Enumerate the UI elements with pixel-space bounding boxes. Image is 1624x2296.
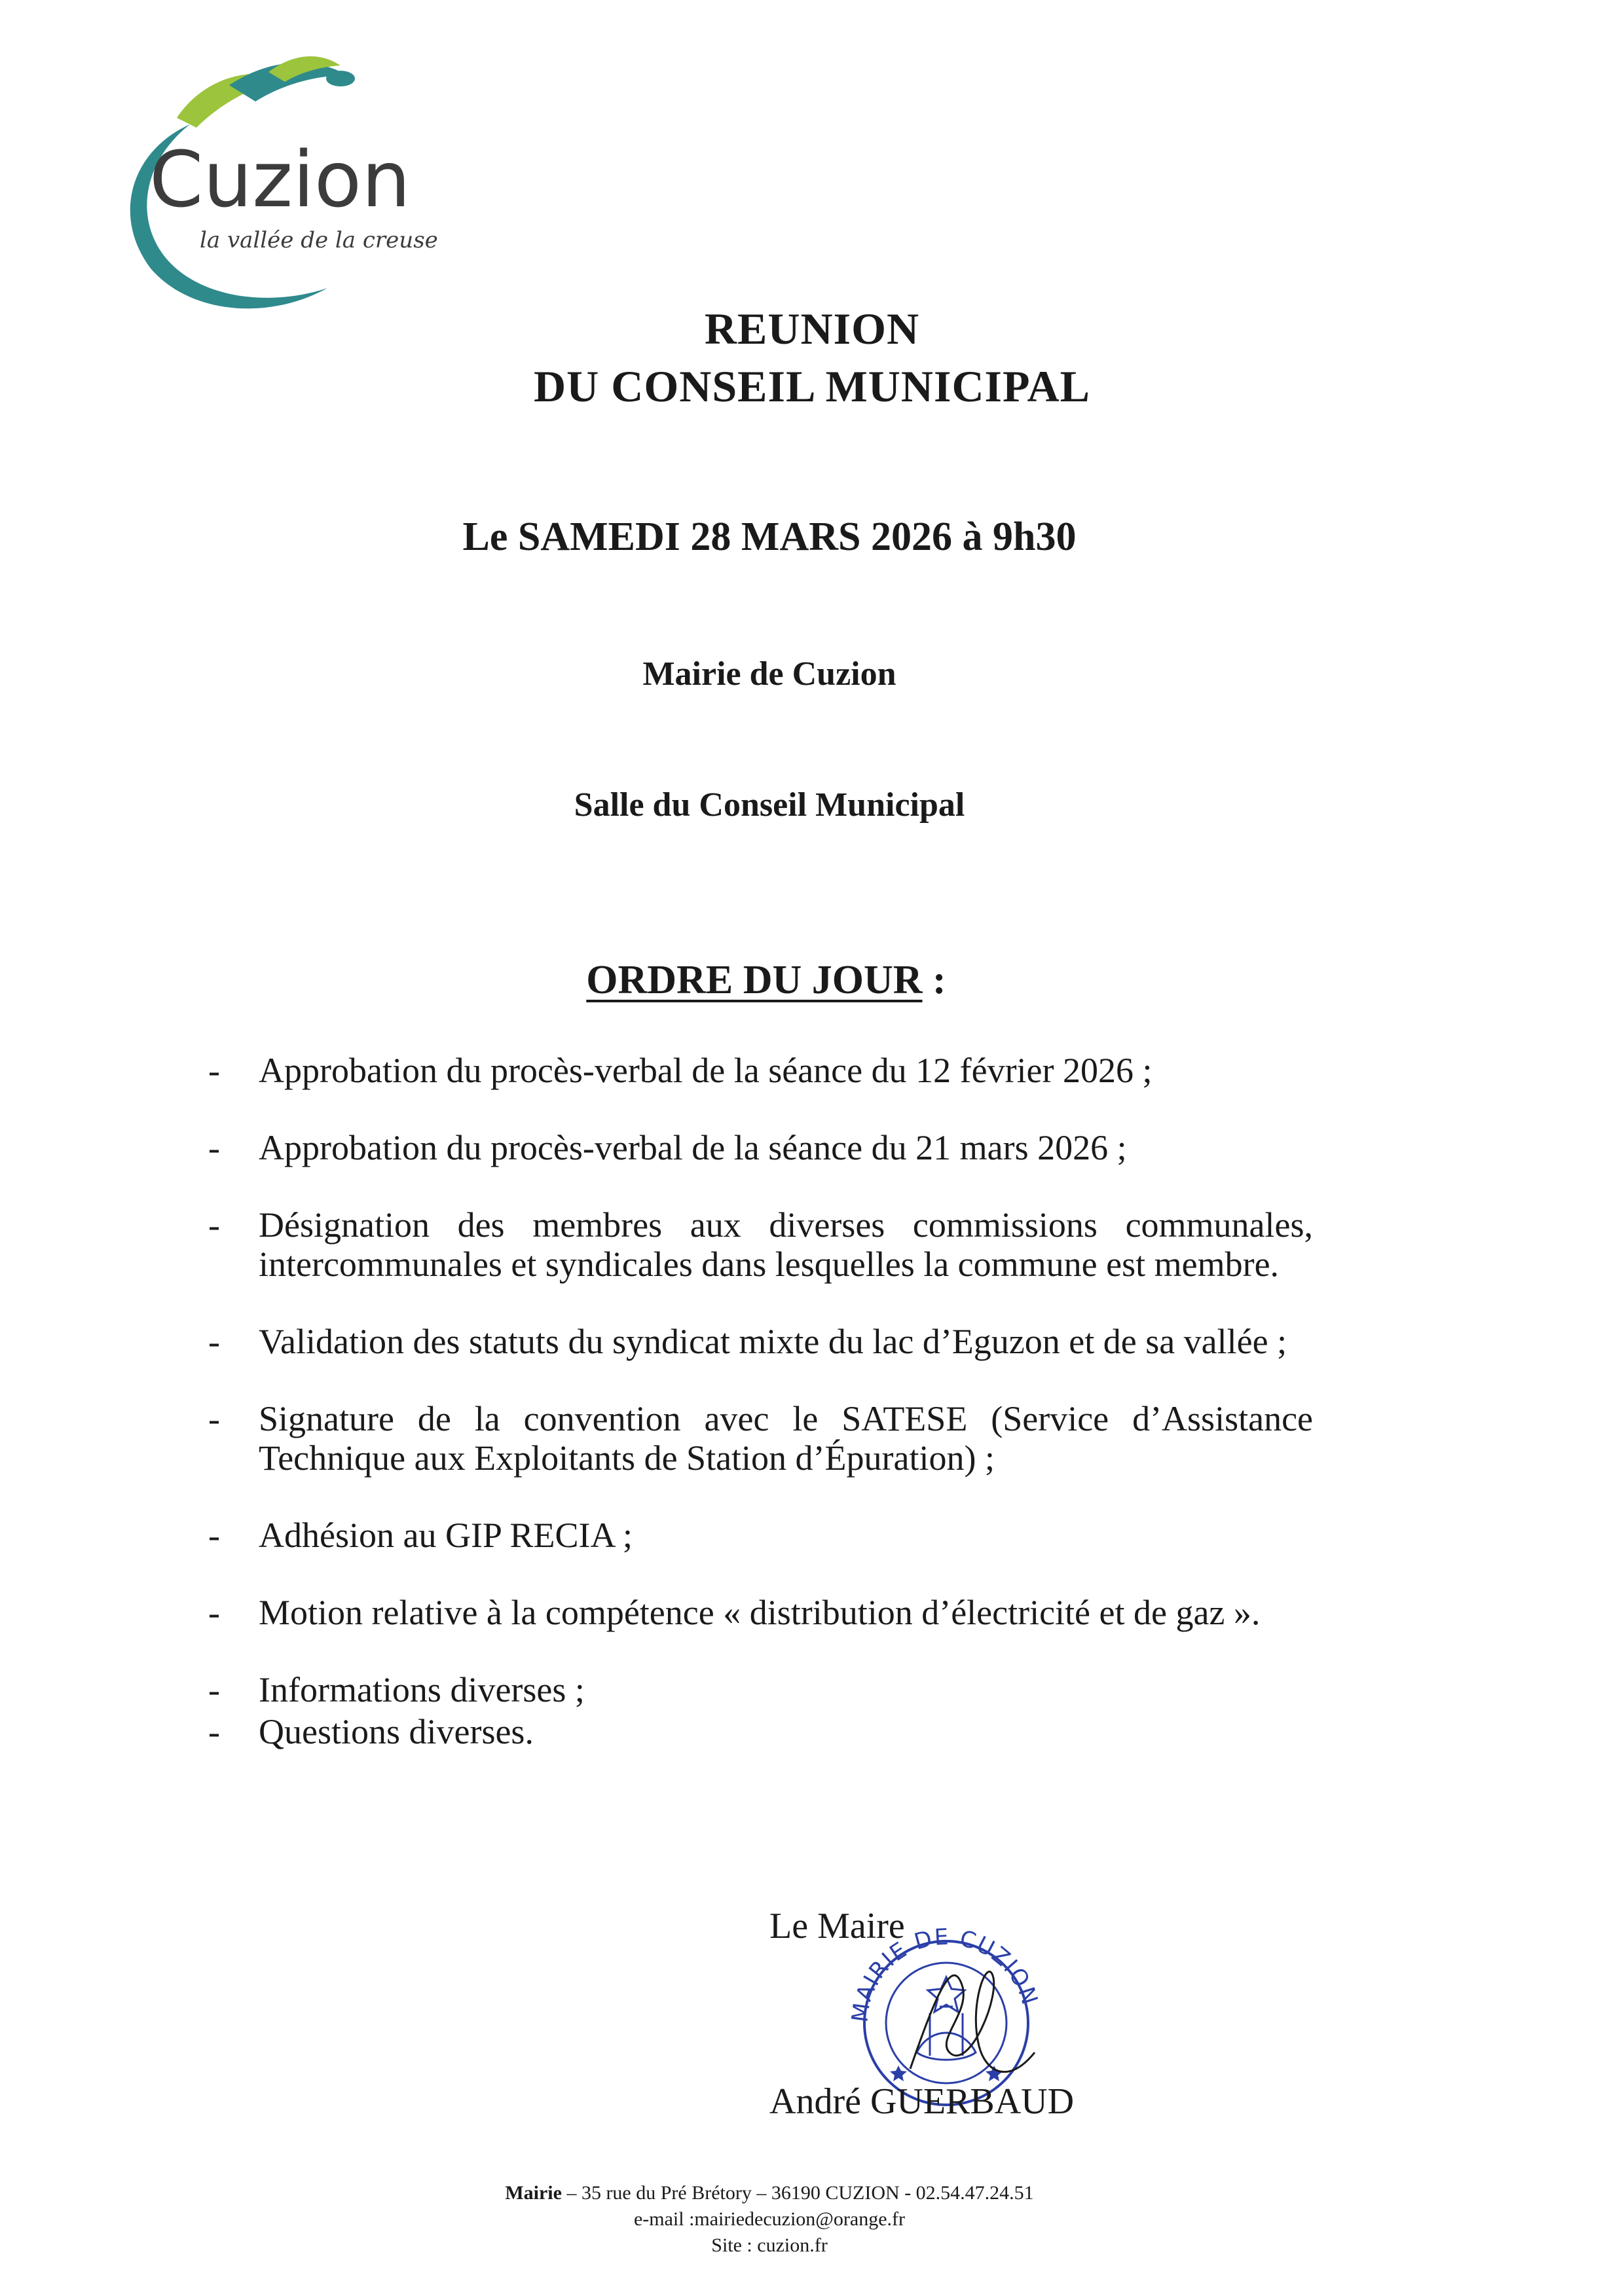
footer-label: Mairie [505, 2182, 562, 2204]
cuzion-logo-graphic [72, 39, 439, 327]
footer [0, 2180, 1539, 2259]
cuzion-logo [72, 39, 439, 327]
agenda-item: - Approbation du procès-verbal de la séance du 21 mars 2026 ; [196, 1128, 1313, 1167]
agenda-heading [0, 957, 1532, 1004]
agenda-heading-text: ORDRE DU JOUR [586, 958, 923, 1002]
document-title [0, 300, 1624, 415]
agenda-item: - Motion relative à la compétence « distribution d’électricité et de gaz ». [196, 1593, 1313, 1632]
agenda-item: - Signature de la convention avec le SATESE (Service d’Assistance Technique aux Exploitants de Station d’Épuration) ; [196, 1399, 1313, 1478]
footer-address [0, 2180, 1539, 2206]
agenda-heading-suffix: : [922, 958, 946, 1002]
agenda-item: - Adhésion au GIP RECIA ; [196, 1516, 1313, 1555]
title-line-2: DU CONSEIL MUNICIPAL [534, 361, 1090, 411]
stamp-text: MAIRIE DE CUZION [847, 1923, 1043, 2024]
agenda-item: - Questions diverses. [196, 1712, 1313, 1751]
logo-wordmark: Cuzion [149, 134, 411, 225]
footer-email: e-mail :mairiedecuzion@orange.fr [633, 2208, 906, 2230]
agenda-item: - Désignation des membres aux diverses commissions communales, intercommunales et syndicales dans lesquelles la commune est membre. [196, 1205, 1313, 1284]
meeting-date: Le SAMEDI 28 MARS 2026 à 9h30 [462, 515, 1077, 559]
agenda-item: - Validation des statuts du syndicat mixte du lac d’Eguzon et de sa vallée ; [196, 1322, 1313, 1361]
mayor-name: André GUERBAUD [769, 2081, 1075, 2122]
agenda-item: - Approbation du procès-verbal de la séance du 12 février 2026 ; [196, 1051, 1313, 1090]
meeting-place: Mairie de Cuzion [642, 655, 896, 693]
meeting-room: Salle du Conseil Municipal [574, 786, 965, 824]
agenda-list [196, 1051, 1313, 1751]
agenda-item: - Informations diverses ; [196, 1670, 1313, 1709]
title-line-1: REUNION [704, 304, 920, 354]
mayor-title: Le Maire [769, 1906, 905, 1946]
logo-tagline: la vallée de la creuse [200, 227, 438, 253]
footer-address-text: – 35 rue du Pré Brétory – 36190 CUZION - 02.54.47.24.51 [561, 2182, 1034, 2204]
footer-site: Site : cuzion.fr [711, 2234, 828, 2256]
